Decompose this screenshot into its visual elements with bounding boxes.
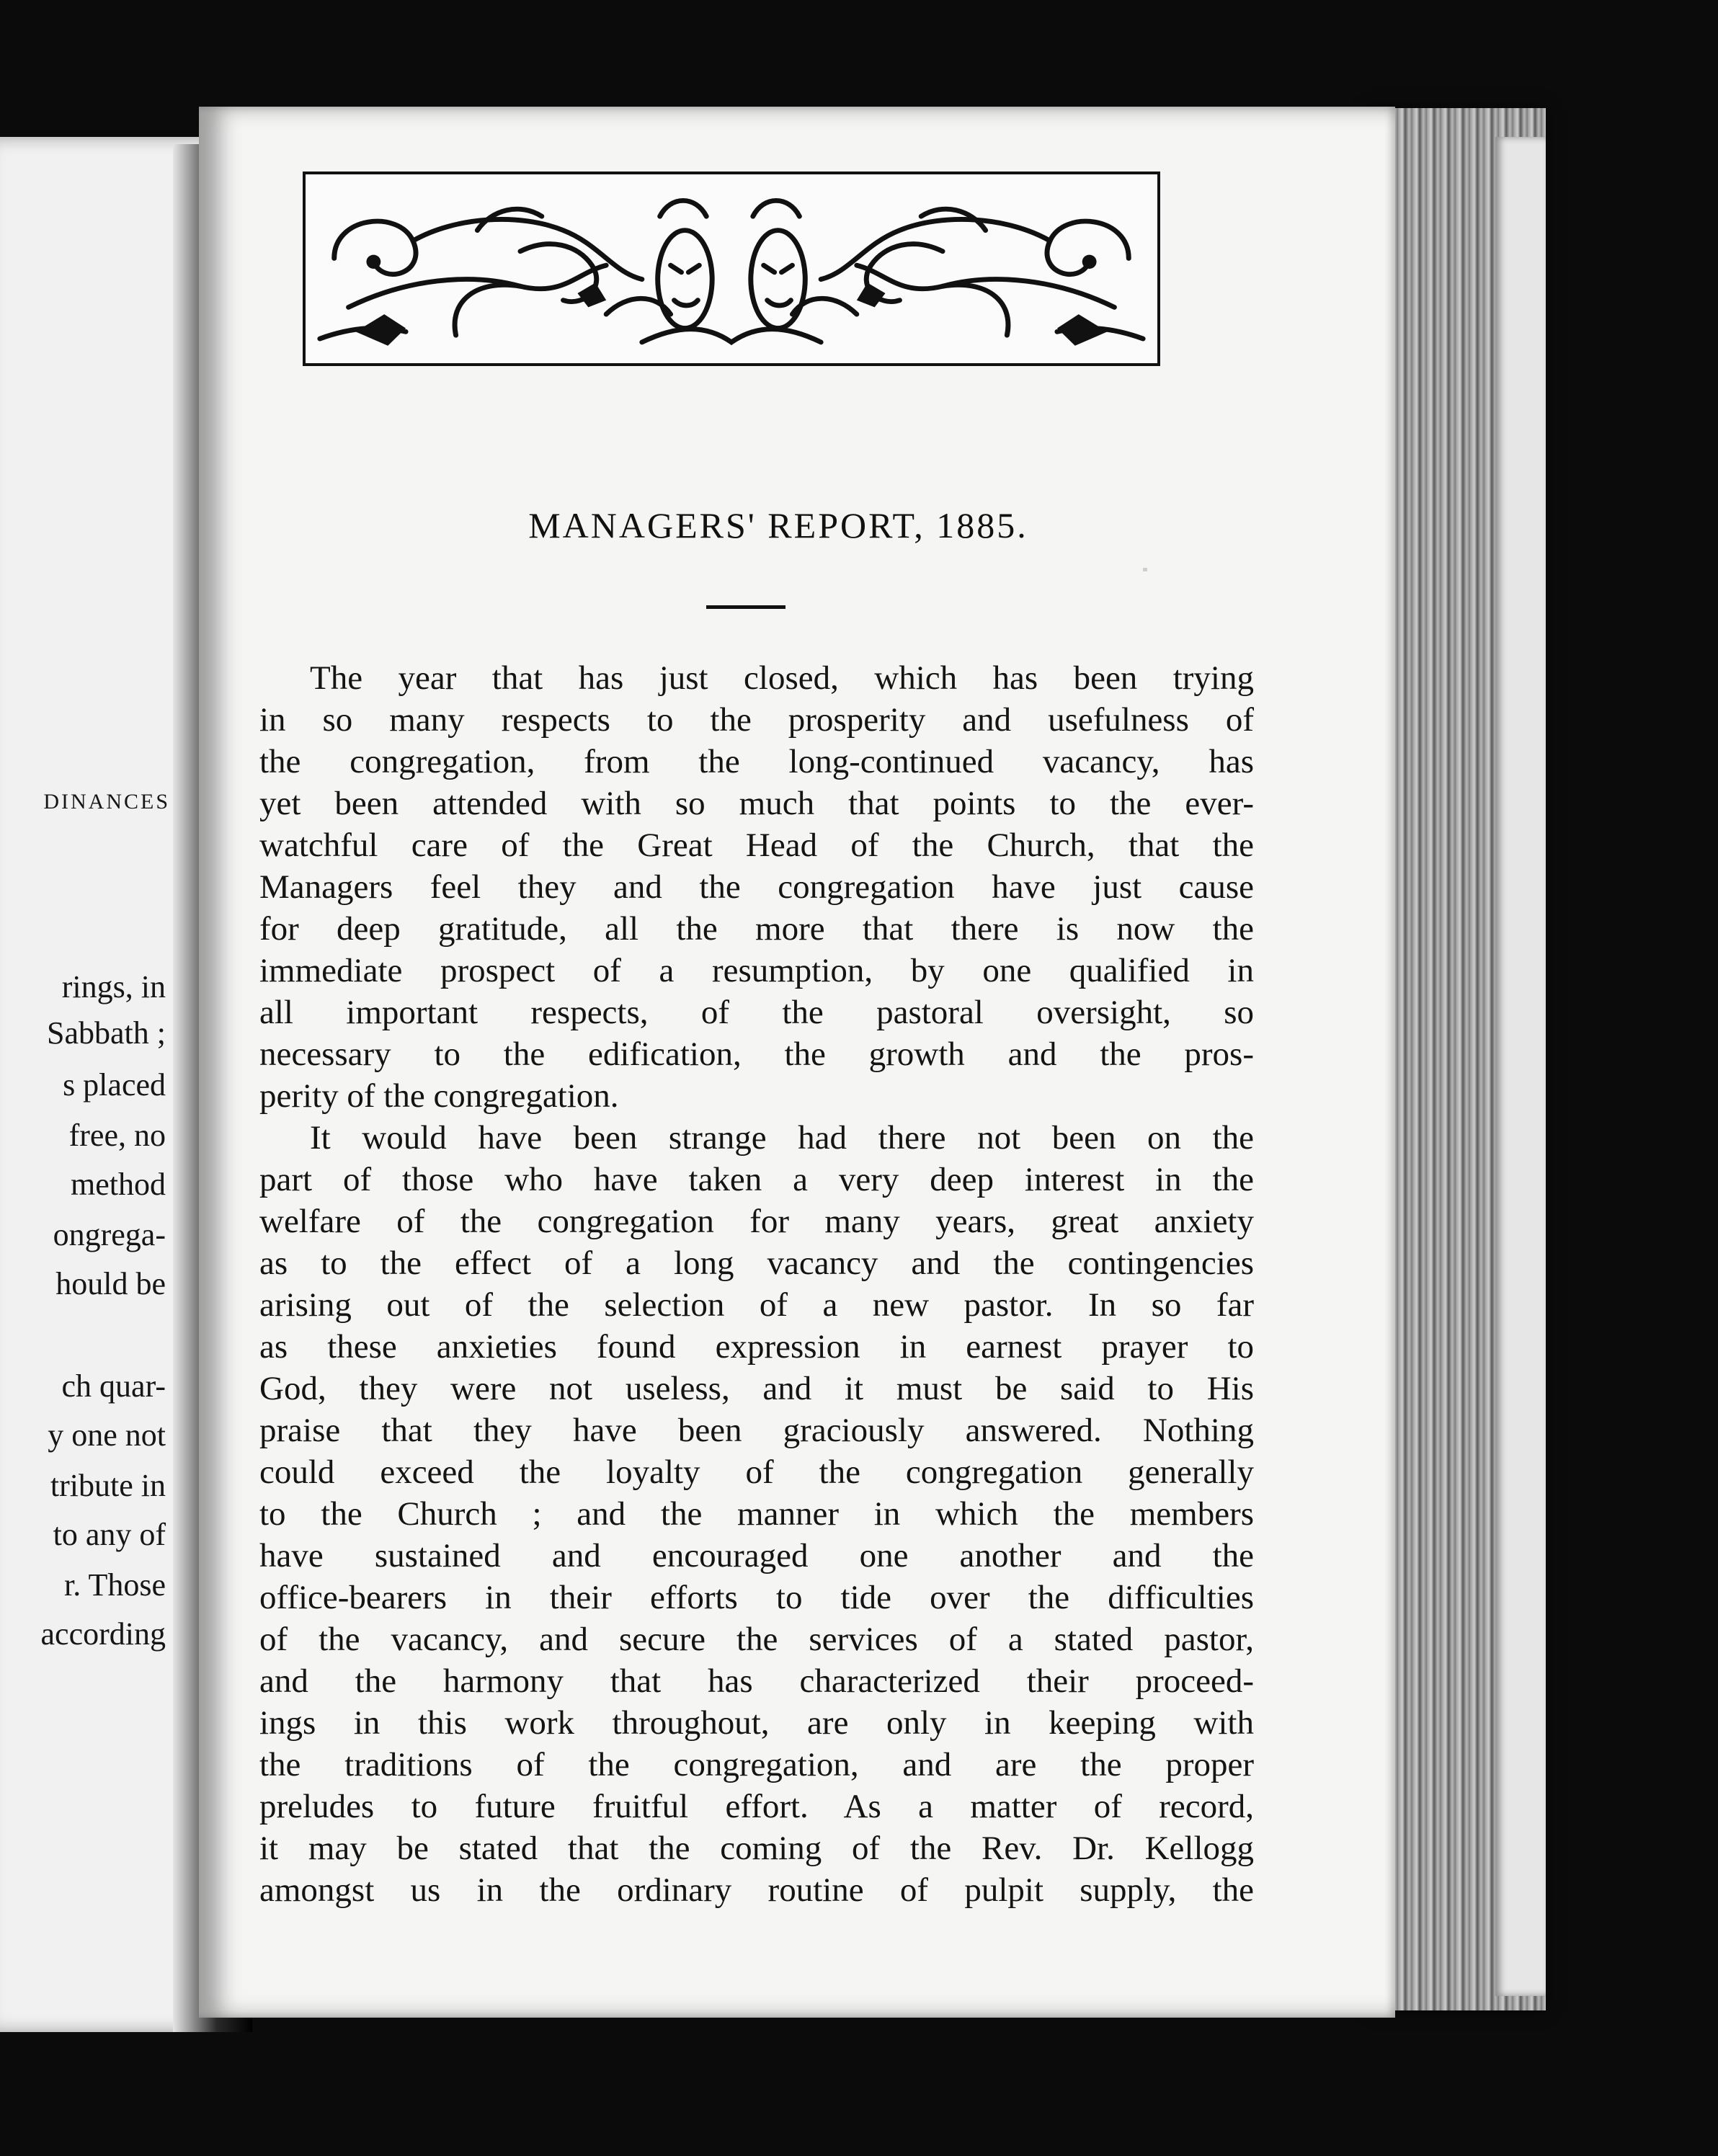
- body-text-line: as to the effect of a long vacancy and the contingencies: [259, 1244, 1254, 1282]
- body-text-line: part of those who have taken a very deep interest in the: [259, 1161, 1254, 1198]
- body-text-line: yet been attended with so much that points to the ever-: [259, 785, 1254, 822]
- page-edges: [1369, 108, 1546, 2010]
- body-text-line: have sustained and encouraged one another and the: [259, 1537, 1254, 1574]
- body-text-line: all important respects, of the pastoral oversight, so: [259, 994, 1254, 1031]
- body-text-line: in so many respects to the prosperity and usefulness of: [259, 701, 1254, 739]
- body-text-line: Managers feel they and the congregation have just cause: [259, 868, 1254, 906]
- body-text-line: The year that has just closed, which has been trying: [310, 659, 1254, 697]
- left-page-line: according: [40, 1616, 166, 1652]
- body-text-line: praise that they have been graciously answered. Nothing: [259, 1412, 1254, 1449]
- left-page-line: tribute in: [50, 1468, 166, 1503]
- left-page-line: y one not: [48, 1417, 166, 1453]
- body-text-line: immediate prospect of a resumption, by one qualified in: [259, 952, 1254, 989]
- left-page-line: DINANCES: [43, 790, 170, 814]
- body-text-line: to the Church ; and the manner in which the members: [259, 1495, 1254, 1533]
- left-page-line: r. Those: [64, 1567, 166, 1603]
- left-page-line: rings, in: [61, 969, 166, 1004]
- left-page-line: ch quar-: [61, 1368, 166, 1404]
- left-page-line: s placed: [63, 1067, 166, 1102]
- body-text-line: as these anxieties found expression in earnest prayer to: [259, 1328, 1254, 1366]
- left-page-line: free, no: [68, 1118, 166, 1153]
- body-text-line: ings in this work throughout, are only in keeping with: [259, 1704, 1254, 1742]
- left-page-line: to any of: [53, 1517, 166, 1552]
- body-text-line: it may be stated that the coming of the Rev. Dr. Kellogg: [259, 1830, 1254, 1867]
- paper-speck: [1143, 568, 1147, 571]
- left-page-line: method: [71, 1167, 166, 1202]
- back-cover-edge: [1495, 137, 1546, 1996]
- body-text-line: welfare of the congregation for many years, great anxiety: [259, 1203, 1254, 1240]
- body-text-line: and the harmony that has characterized their proceed-: [259, 1662, 1254, 1700]
- body-text-line: the congregation, from the long-continued vacancy, has: [259, 743, 1254, 780]
- body-text-line: of the vacancy, and secure the services of a stated pastor,: [259, 1621, 1254, 1658]
- body-text-line: watchful care of the Great Head of the Church, that the: [259, 827, 1254, 864]
- left-page-line: hould be: [55, 1266, 166, 1301]
- body-text-line: God, they were not useless, and it must be said to His: [259, 1370, 1254, 1407]
- body-text-line: arising out of the selection of a new pastor. In so far: [259, 1286, 1254, 1324]
- left-page-line: Sabbath ;: [47, 1015, 166, 1051]
- body-text-line: necessary to the edification, the growth and the pros-: [259, 1035, 1254, 1073]
- title-divider: [706, 605, 785, 609]
- body-text-line: for deep gratitude, all the more that there is now the: [259, 910, 1254, 948]
- page-title: MANAGERS' REPORT, 1885.: [528, 505, 1028, 545]
- body-text-line: perity of the congregation.: [259, 1077, 619, 1115]
- body-text-line: preludes to future fruitful effort. As a matter of record,: [259, 1788, 1254, 1825]
- body-text-line: the traditions of the congregation, and are the proper: [259, 1746, 1254, 1783]
- scroll-ornament-icon: [306, 174, 1157, 363]
- body-text-line: amongst us in the ordinary routine of pulpit supply, the: [259, 1871, 1254, 1909]
- body-text-line: It would have been strange had there not been on the: [310, 1119, 1254, 1157]
- left-page-line: ongrega-: [53, 1217, 166, 1252]
- ornamental-headpiece: [303, 172, 1160, 366]
- body-text-line: office-bearers in their efforts to tide over the difficulties: [259, 1579, 1254, 1616]
- body-text-line: could exceed the loyalty of the congregation generally: [259, 1453, 1254, 1491]
